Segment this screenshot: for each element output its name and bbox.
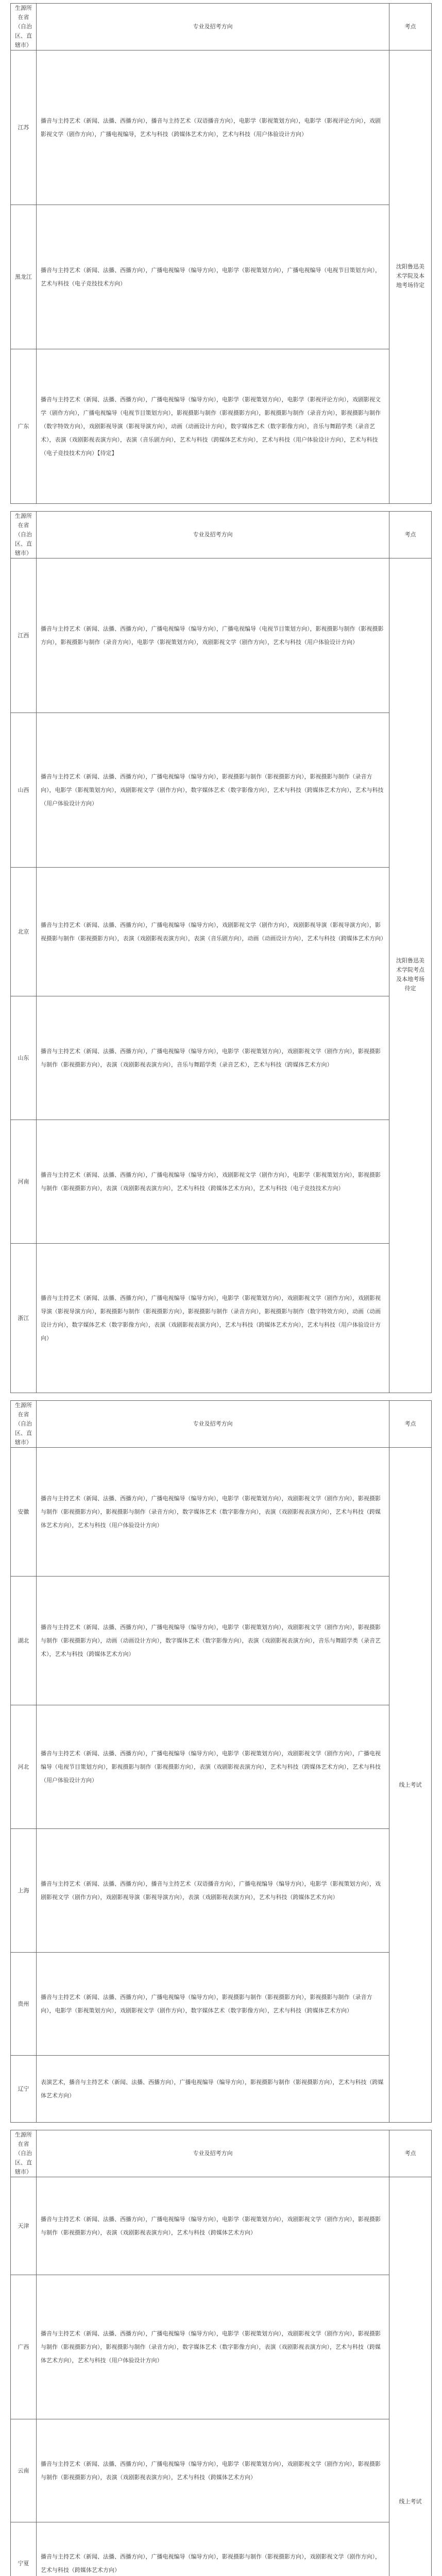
exam-site-note bbox=[389, 1448, 432, 2123]
province-row bbox=[11, 2177, 432, 2275]
province-name: 浙江 bbox=[11, 1244, 37, 1393]
table-header-row bbox=[11, 512, 432, 558]
major-list: 播音与主持艺术（新闻、法播、西播方向），广播电视编导（编导方向），戏剧影视文学（剧作方向），戏剧影视导演（影视导演方向），影视摄影与制作（影视摄影方向），表演（戏剧影视表演方向），表演（音乐剧方向），动画（动画设计方向），艺术与科技（跨媒体艺术方向） bbox=[37, 868, 389, 996]
province-row bbox=[11, 2522, 432, 2576]
province-name: 江苏 bbox=[11, 50, 37, 205]
admission-document bbox=[10, 3, 432, 2576]
province-row bbox=[11, 2419, 432, 2522]
header-region: 生源所在省（自治区、直辖市） bbox=[11, 512, 37, 558]
province-row bbox=[11, 1829, 432, 1953]
section-2-table bbox=[10, 511, 432, 1393]
province-row bbox=[11, 1705, 432, 1829]
major-list: 播音与主持艺术（新闻、法播、西播方向），广播电视编导（编导方向），戏剧影视文学（剧作方向），电影学（影视策划方向），影视摄影与制作（影视摄影方向），表演（戏剧影视表演方向），艺术与科技（跨媒体艺术方向），艺术与科技（电子竞技技术方向） bbox=[37, 1120, 389, 1244]
province-row bbox=[11, 205, 432, 349]
major-list: 播音与主持艺术（新闻、法播、西播方向），广播电视编导（编导方向），影视摄影与制作（影视摄影方向），影视摄影与制作（录音方向），电影学（影视策划方向），戏剧影视文学（剧作方向），数字媒体艺术（数字影像方向），艺术与科技（跨媒体艺术方向） bbox=[37, 1953, 389, 2056]
major-list: 播音与主持艺术（新闻、法播、西播方向），广播电视编导（编导方向），电影学（影视策划方向），戏剧影视文学（剧作方向），戏剧影视导演（影视导演方向），影视摄影与制作（影视摄影方向），影视摄影与制作（录音方向），影视摄影与制作（数字特效方向），动画（动画设计方向），数字媒体艺术（数字影像方向），表演（戏剧影视表演方向），艺术与科技（跨媒体艺术方向），艺术与科技（用户体验设计方向） bbox=[37, 1244, 389, 1393]
province-row bbox=[11, 349, 432, 504]
major-list: 播音与主持艺术（新闻、法播、西播方向），播音与主持艺术（双语播音方向），广播电视编导（编导方向），电影学（影视策划方向），戏剧影视文学（剧作方向），戏剧影视导演（影视导演方向），表演（戏剧影视表演方向），艺术与科技（跨媒体艺术方向） bbox=[37, 1829, 389, 1953]
province-row bbox=[11, 713, 432, 868]
exam-site-note-text: 线上考试 bbox=[399, 1781, 422, 1788]
major-list: 播音与主持艺术（新闻、法播、西播方向），广播电视编导（编导方向），影视摄影与制作（影视摄影方向），影视摄影与制作（录音方向），电影学（影视策划方向），戏剧影视文学（剧作方向），数字媒体艺术（数字影像方向），艺术与科技（跨媒体艺术方向），艺术与科技（用户体验设计方向） bbox=[37, 713, 389, 868]
province-name: 北京 bbox=[11, 868, 37, 996]
province-row bbox=[11, 2056, 432, 2123]
major-list: 播音与主持艺术（新闻、法播、西播方向），广播电视编导（编导方向），电影学（影视策划方向），戏剧影视文学（剧作方向），广播电视编导（电视节目策划方向），影视摄影与制作（影视摄影方向），表演（戏剧影视表演方向），艺术与科技（跨媒体艺术方向），艺术与科技（用户体验设计方向） bbox=[37, 1705, 389, 1829]
province-name: 广东 bbox=[11, 349, 37, 504]
section-4-table bbox=[10, 2130, 432, 2576]
major-list: 播音与主持艺术（新闻、法播、西播方向），广播电视编导（编导方向），电影学（影视策划方向），广播电视编导（电视节目策划方向），艺术与科技（电子竞技技术方向） bbox=[37, 205, 389, 349]
province-row bbox=[11, 996, 432, 1120]
major-list: 播音与主持艺术（新闻、法播、西播方向），播音与主持艺术（双语播音方向），电影学（影视策划方向），电影学（影视评论方向），戏剧影视文学（剧作方向），广播电视编导，艺术与科技（跨媒体艺术方向），艺术与科技（用户体验设计方向） bbox=[37, 50, 389, 205]
major-list: 播音与主持艺术（新闻、法播、西播方向），广播电视编导（编导方向），电影学（影视策划方向），戏剧影视文学（剧作方向），影视摄影与制作（影视摄影方向），影视摄影与制作（录音方向），数字媒体艺术（数字影像方向），表演（戏剧影视表演方向），艺术与科技（跨媒体艺术方向），艺术与科技（用户体验设计方向） bbox=[37, 2275, 389, 2419]
province-row bbox=[11, 1120, 432, 1244]
province-row bbox=[11, 1448, 432, 1577]
province-row bbox=[11, 1577, 432, 1705]
province-name: 贵州 bbox=[11, 1953, 37, 2056]
major-list: 播音与主持艺术（新闻、法播、西播方向），广播电视编导（编导方向），电影学（影视策划方向），戏剧影视文学（剧作方向），影视摄影与制作（影视摄影方向），动画（动画设计方向），数字媒体艺术（数字影像方向），表演（戏剧影视表演方向），音乐与舞蹈学类（录音艺术），艺术与科技（跨媒体艺术方向） bbox=[37, 1577, 389, 1705]
header-major: 专业及招考方向 bbox=[37, 512, 389, 558]
province-name: 宁夏 bbox=[11, 2522, 37, 2576]
exam-site-note-text: 沈阳鲁迅美术学院考点及本地考场待定 bbox=[396, 957, 424, 992]
header-region: 生源所在省（自治区、直辖市） bbox=[11, 1401, 37, 1448]
province-name: 黑龙江 bbox=[11, 205, 37, 349]
header-region: 生源所在省（自治区、直辖市） bbox=[11, 2130, 37, 2177]
major-list: 播音与主持艺术（新闻、法播、西播方向），广播电视编导（编导方向），广播电视编导（电视节目策划方向），影视摄影与制作（影视摄影方向），影视摄影与制作（录音方向），电影学（影视策划方向），戏剧影视文学（剧作方向），艺术与科技（用户体验设计方向） bbox=[37, 558, 389, 713]
major-list: 播音与主持艺术（新闻、法播、西播方向），广播电视编导（编导方向），电影学（影视策划方向），戏剧影视文学（剧作方向），影视摄影与制作（影视摄影方向），表演（戏剧影视表演方向），艺术与科技（跨媒体艺术方向） bbox=[37, 2419, 389, 2522]
table-header-row bbox=[11, 4, 432, 50]
province-row bbox=[11, 2275, 432, 2419]
province-name: 湖北 bbox=[11, 1577, 37, 1705]
province-name: 河北 bbox=[11, 1705, 37, 1829]
province-row bbox=[11, 1953, 432, 2056]
province-name: 辽宁 bbox=[11, 2056, 37, 2123]
exam-site-note bbox=[389, 558, 432, 1393]
major-list: 播音与主持艺术（新闻、法播、西播方向），广播电视编导（编导方向），电影学（影视策划方向），戏剧影视文学（剧作方向），影视摄影与制作（影视摄影方向），影视摄影与制作（录音方向），数字媒体艺术（数字影像方向），表演（戏剧影视表演方向），艺术与科技（跨媒体艺术方向），艺术与科技（用户体验设计方向） bbox=[37, 1448, 389, 1577]
exam-site-note-text: 线上考试 bbox=[399, 2498, 422, 2505]
header-major: 专业及招考方向 bbox=[37, 4, 389, 50]
exam-site-note-text: 沈阳鲁迅美术学院及本地考场待定 bbox=[396, 263, 424, 289]
province-name: 云南 bbox=[11, 2419, 37, 2522]
header-note: 考点 bbox=[389, 512, 432, 558]
section-3-table bbox=[10, 1400, 432, 2123]
province-name: 安徽 bbox=[11, 1448, 37, 1577]
header-region: 生源所在省（自治区、直辖市） bbox=[11, 4, 37, 50]
exam-site-note bbox=[389, 50, 432, 504]
header-major: 专业及招考方向 bbox=[37, 2130, 389, 2177]
header-note: 考点 bbox=[389, 1401, 432, 1448]
header-note: 考点 bbox=[389, 4, 432, 50]
table-header-row bbox=[11, 2130, 432, 2177]
province-name: 广西 bbox=[11, 2275, 37, 2419]
header-note: 考点 bbox=[389, 2130, 432, 2177]
province-name: 山西 bbox=[11, 713, 37, 868]
province-row bbox=[11, 1244, 432, 1393]
exam-site-note bbox=[389, 2177, 432, 2576]
province-row bbox=[11, 868, 432, 996]
province-name: 上海 bbox=[11, 1829, 37, 1953]
province-name: 河南 bbox=[11, 1120, 37, 1244]
header-major: 专业及招考方向 bbox=[37, 1401, 389, 1448]
major-list: 播音与主持艺术（新闻、法播、西播方向），广播电视编导（编导方向），电影学（影视策划方向），戏剧影视文学（剧作方向），影视摄影与制作（影视摄影方向），表演（戏剧影视表演方向），艺术与科技（跨媒体艺术方向） bbox=[37, 2177, 389, 2275]
major-list: 播音与主持艺术（新闻、法播、西播方向），广播电视编导（编导方向），电影学（影视策划方向），戏剧影视文学（剧作方向），影视摄影与制作（影视摄影方向），表演（戏剧影视表演方向），音乐与舞蹈学类（录音艺术），艺术与科技（跨媒体艺术方向） bbox=[37, 996, 389, 1120]
table-header-row bbox=[11, 1401, 432, 1448]
province-name: 江西 bbox=[11, 558, 37, 713]
province-name: 天津 bbox=[11, 2177, 37, 2275]
major-list: 播音与主持艺术（新闻、法播、西播方向），广播电视编导（编导方向），影视摄影与制作（影视摄影方向），戏剧影视文学（剧作方向），艺术与科技（跨媒体艺术方向） bbox=[37, 2522, 389, 2576]
major-list: 表演艺术，播音与主持艺术（新闻、法播、西播方向），广播电视编导（编导方向），影视摄影与制作（影视摄影方向），艺术与科技（跨媒体艺术方向） bbox=[37, 2056, 389, 2123]
section-1-table bbox=[10, 3, 432, 504]
province-name: 山东 bbox=[11, 996, 37, 1120]
major-list: 播音与主持艺术（新闻、法播、西播方向），广播电视编导（编导方向），电影学（影视策划方向），电影学（影视评论方向），戏剧影视文学（剧作方向），广播电视编导（电视节目策划方向），影视摄影与制作（影视摄影方向），影视摄影与制作（录音方向），影视摄影与制作（数字特效方向），戏剧影视导演（影视导演方向），动画（动画设计方向），数字媒体艺术（数字影像方向），音乐与舞蹈学类（录音艺术），表演（戏剧影视表演方向），表演（音乐剧方向），艺术与科技（跨媒体艺术方向），艺术与科技（用户体验设计方向），艺术与科技（电子竞技技术方向）【待定】 bbox=[37, 349, 389, 504]
province-row bbox=[11, 558, 432, 713]
province-row bbox=[11, 50, 432, 205]
